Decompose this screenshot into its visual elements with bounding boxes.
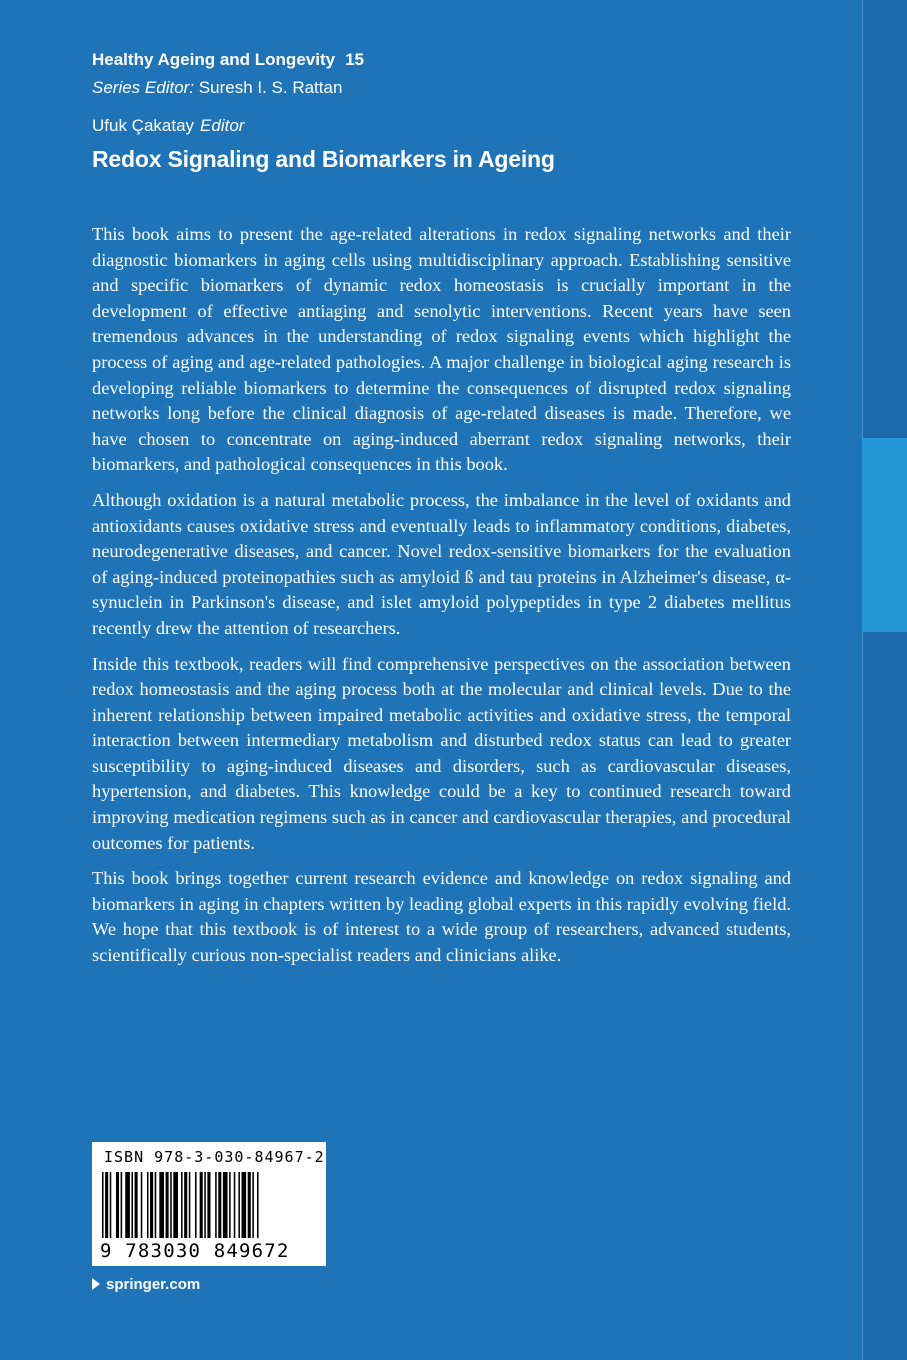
book-title: Redox Signaling and Biomarkers in Ageing <box>92 146 555 172</box>
barcode-digits: 9 783030 849672 <box>100 1240 290 1262</box>
book-editor-role: Editor <box>200 116 245 135</box>
book-editor-name: Ufuk Çakatay <box>92 116 195 135</box>
description-paragraph: Although oxidation is a natural metabolic process, the imbalance in the level of oxidants and antioxidants causes oxidative stress and eventually leads to inflammatory conditions, diabetes, neurodegenerative diseases, and cancer. Novel redox-sensitive biomarkers for the evaluation of aging-induced proteinopathies such as amyloid ß and tau proteins in Alzheimer's disease, α-synuclein in Parkinson's disease, and islet amyloid polypeptides in type 2 diabetes mellitus recently drew the attention of researchers. <box>92 489 791 638</box>
spine-accent-band <box>862 438 907 632</box>
series-editor-line <box>92 76 342 100</box>
isbn-barcode-box <box>92 1142 326 1266</box>
series-volume: 15 <box>345 50 364 69</box>
series-editor-role: Series Editor: <box>92 78 195 97</box>
barcode-graphic <box>100 1172 318 1238</box>
book-editor-line <box>92 114 244 138</box>
publisher-url: springer.com <box>106 1276 201 1293</box>
spine-edge <box>862 0 907 1360</box>
series-name: Healthy Ageing and Longevity <box>92 50 336 69</box>
description-paragraph: Inside this textbook, readers will find comprehensive perspectives on the association between redox homeostasis and the aging process both at the molecular and clinical levels. Due to the inherent relationship between impaired metabolic activities and oxidative stress, the temporal interaction between intermediary metabolism and disturbed redox status can lead to greater susceptibility to aging-induced diseases and disorders, such as cardiovascular diseases, hypertension, and diabetes. This knowledge could be a key to continued research toward improving medication regimens such as in cancer and cardiovascular therapies, and procedural outcomes for patients. <box>92 653 791 853</box>
description-paragraph: This book aims to present the age-related alterations in redox signaling networks and their diagnostic biomarkers in aging cells using multidisciplinary approach. Establishing sensitive and specific biomarkers of dynamic redox homeostasis is crucially important in the development of effective antiaging and senolytic interventions. Recent years have seen tremendous advances in the understanding of redox signaling events which highlight the process of aging and age-related pathologies. A major challenge in biological aging research is developing reliable biomarkers to determine the consequences of disrupted redox signaling networks long before the clinical diagnosis of age-related diseases is made. Therefore, we have chosen to concentrate on aging-induced aberrant redox signaling networks, their biomarkers, and pathological consequences in this book. <box>92 224 791 475</box>
series-editor-name: Suresh I. S. Rattan <box>198 78 343 97</box>
isbn-label: ISBN 978-3-030-84967-2 <box>104 1148 325 1166</box>
publisher-link[interactable] <box>92 1274 200 1296</box>
book-description <box>92 222 791 979</box>
play-arrow-icon <box>92 1278 100 1290</box>
description-paragraph: This book brings together current research evidence and knowledge on redox signaling and biomarkers in aging in chapters written by leading global experts in this rapidly evolving field. We hope that this textbook is of interest to a wide group of researchers, advanced students, scientifically curious non-specialist readers and clinicians alike. <box>92 868 791 966</box>
series-line <box>92 48 364 72</box>
